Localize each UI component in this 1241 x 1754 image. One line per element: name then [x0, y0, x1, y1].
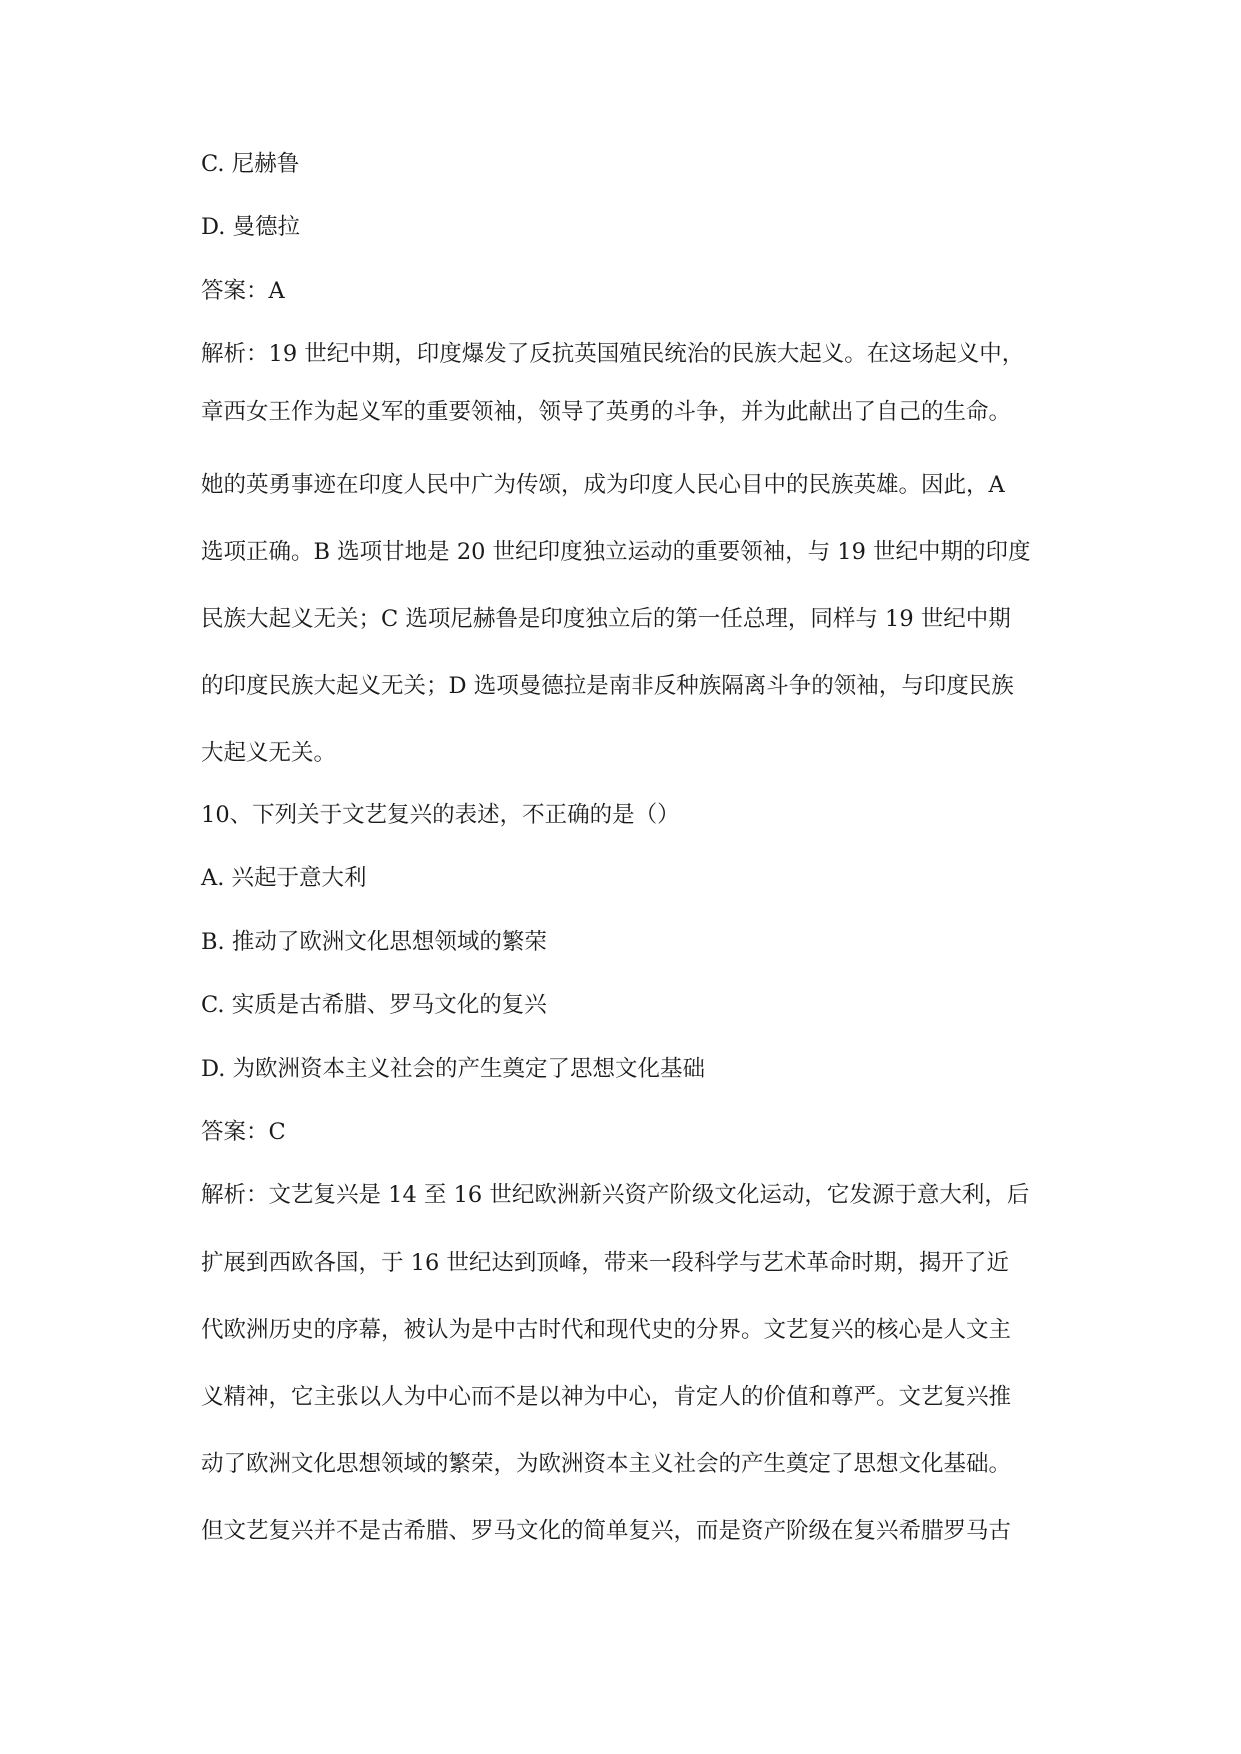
- q9-explanation-line: 解析：19 世纪中期，印度爆发了反抗英国殖民统治的民族大起义。在这场起义中，: [201, 341, 1025, 367]
- q9-option-d: D. 曼德拉: [201, 214, 301, 240]
- q10-option-d: D. 为欧洲资本主义社会的产生奠定了思想文化基础: [201, 1056, 706, 1082]
- q10-explanation-line: 义精神，它主张以人为中心而不是以神为中心，肯定人的价值和尊严。文艺复兴推: [201, 1384, 1012, 1410]
- q9-explanation-line: 的印度民族大起义无关；D 选项曼德拉是南非反种族隔离斗争的领袖，与印度民族: [201, 673, 1014, 699]
- q9-explanation-line: 民族大起义无关；C 选项尼赫鲁是印度独立后的第一任总理，同样与 19 世纪中期: [201, 606, 1011, 632]
- q10-option-b: B. 推动了欧洲文化思想领域的繁荣: [201, 929, 547, 955]
- q9-option-c: C. 尼赫鲁: [201, 151, 300, 177]
- q10-stem: 10、下列关于文艺复兴的表述，不正确的是（）: [201, 802, 680, 828]
- q10-explanation-line: 但文艺复兴并不是古希腊、罗马文化的简单复兴，而是资产阶级在复兴希腊罗马古: [201, 1518, 1012, 1544]
- q9-explanation-line: 章西女王作为起义军的重要领袖，领导了英勇的斗争，并为此献出了自己的生命。: [201, 399, 1012, 425]
- q10-explanation-line: 解析：文艺复兴是 14 至 16 世纪欧洲新兴资产阶级文化运动，它发源于意大利，后: [201, 1182, 1030, 1208]
- q10-explanation-line: 扩展到西欧各国，于 16 世纪达到顶峰，带来一段科学与艺术革命时期，揭开了近: [201, 1250, 1009, 1276]
- q10-option-c: C. 实质是古希腊、罗马文化的复兴: [201, 992, 547, 1018]
- q9-explanation-line: 大起义无关。: [201, 740, 337, 766]
- q10-explanation-line: 动了欧洲文化思想领域的繁荣，为欧洲资本主义社会的产生奠定了思想文化基础。: [201, 1451, 1012, 1477]
- q9-explanation-line: 选项正确。B 选项甘地是 20 世纪印度独立运动的重要领袖，与 19 世纪中期的印度: [201, 539, 1031, 565]
- q9-answer: 答案：A: [201, 278, 285, 304]
- q10-option-a: A. 兴起于意大利: [201, 865, 367, 891]
- q10-answer: 答案：C: [201, 1119, 286, 1145]
- q9-explanation-line: 她的英勇事迹在印度人民中广为传颂，成为印度人民心目中的民族英雄。因此，A: [201, 472, 1005, 498]
- q10-explanation-line: 代欧洲历史的序幕，被认为是中古时代和现代史的分界。文艺复兴的核心是人文主: [201, 1317, 1012, 1343]
